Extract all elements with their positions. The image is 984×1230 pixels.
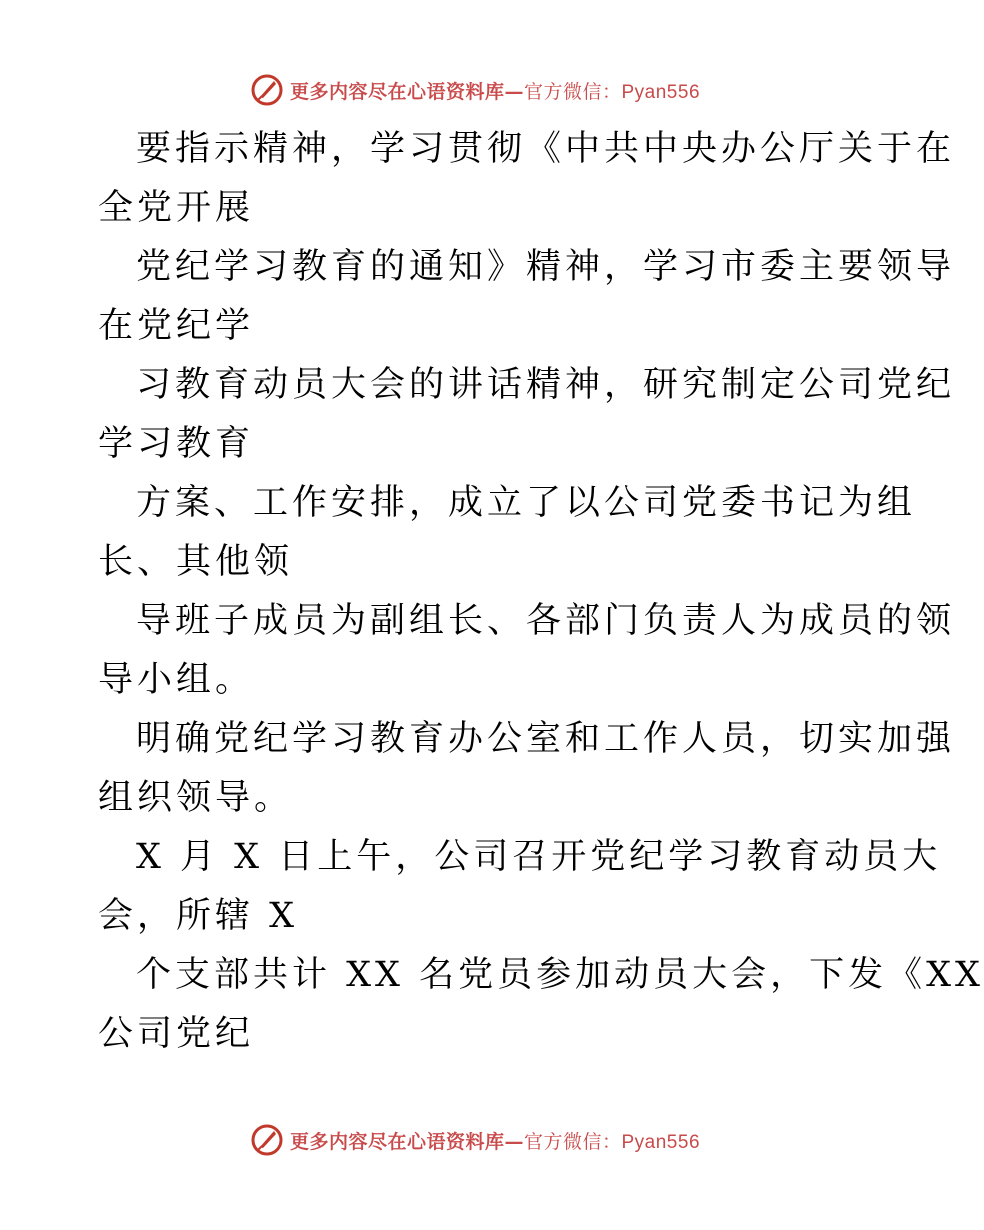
paragraph <box>98 238 956 356</box>
paragraph <box>98 828 942 946</box>
paragraph-first-line: 习教育动员大会的讲话精神，研究制定公司党纪 <box>136 365 956 405</box>
watermark-main-text: 更多内容尽在心语资料库 <box>289 1130 505 1153</box>
paragraph-first-line: X 月 X 日上午，公司召开党纪学习教育动员大 <box>136 837 942 877</box>
footer-watermark <box>0 1120 950 1160</box>
watermark-dash: — <box>504 1130 524 1153</box>
watermark-wechat-id: Pyan556 <box>621 81 701 103</box>
paragraph-continuation-line: 学习教育 <box>98 424 255 464</box>
paragraph <box>98 592 956 710</box>
paragraph-first-line: 导班子成员为副组长、各部门负责人为成员的领 <box>136 601 956 641</box>
watermark-dash: — <box>504 80 524 103</box>
paragraph-first-line: 方案、工作安排，成立了以公司党委书记为组 <box>136 483 917 523</box>
paragraph-continuation-line: 会，所辖 X <box>98 896 299 936</box>
paragraph <box>98 710 956 828</box>
paragraph <box>98 946 984 1064</box>
paragraph-continuation-line: 全党开展 <box>98 188 255 228</box>
paragraph-continuation-line: 长、其他领 <box>98 542 294 582</box>
document-body <box>98 120 984 1064</box>
watermark-main-text: 更多内容尽在心语资料库 <box>289 80 505 103</box>
watermark-suffix: 官方微信： <box>523 80 622 103</box>
paragraph <box>98 474 917 592</box>
paragraph <box>98 120 956 238</box>
paragraph-continuation-line: 导小组。 <box>98 660 255 700</box>
header-watermark <box>0 70 950 110</box>
quill-logo-icon <box>250 73 284 107</box>
paragraph-first-line: 明确党纪学习教育办公室和工作人员，切实加强 <box>136 719 956 759</box>
watermark-wechat-id: Pyan556 <box>621 1131 701 1153</box>
paragraph <box>98 356 956 474</box>
paragraph-first-line: 党纪学习教育的通知》精神，学习市委主要领导 <box>136 247 956 287</box>
paragraph-continuation-line: 公司党纪 <box>98 1014 255 1054</box>
quill-logo-icon <box>250 1123 284 1157</box>
paragraph-first-line: 个支部共计 XX 名党员参加动员大会，下发《XX <box>136 955 984 995</box>
paragraph-continuation-line: 组织领导。 <box>98 778 294 818</box>
paragraph-continuation-line: 在党纪学 <box>98 306 255 346</box>
paragraph-first-line: 要指示精神，学习贯彻《中共中央办公厅关于在 <box>136 129 956 169</box>
watermark-suffix: 官方微信： <box>523 1130 622 1153</box>
